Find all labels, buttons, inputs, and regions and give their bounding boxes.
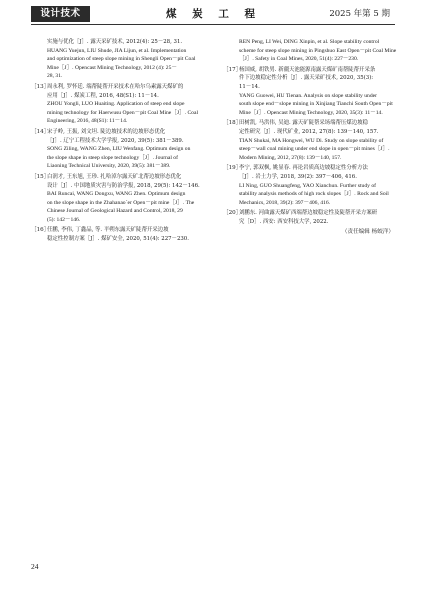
reference-line: and optimization of steep slope mining in Shengli Open－pit Coal: [47, 56, 196, 63]
reference-line: Mine［J］. Opencast Mining Technology, 2020, 35(3): 11－14.: [239, 109, 383, 116]
reference-number: ［15］: [31, 173, 50, 180]
references-left-column: [31, 38, 206, 246]
reference-line: BAI Runcai, WANG Dongxu, WANG Zhen. Optimum design: [47, 191, 186, 198]
reference-line: Liaoning Technical University, 2020, 39(5): 381－389.: [47, 163, 171, 170]
reference-line: steep－wall coal mining under end slope in open－pit mines［J］.: [239, 146, 390, 153]
reference-line: 周永利, 罗怀廷. 端帮陡帮开采技术在哈尔乌素露天煤矿的: [47, 83, 184, 90]
section-tag: 设计技术: [31, 6, 90, 22]
reference-line: 刘鹏东. 河曲露天煤矿西端帮边坡稳定性及陡帮开采方案研: [239, 210, 378, 217]
reference-line: 11－14.: [239, 83, 260, 90]
reference-entry: [31, 173, 206, 225]
reference-line: Chinese Journal of Geological Hazard and Control, 2018, 29: [47, 208, 183, 215]
reference-line: 实施与优化［J］. 露天采矿技术, 2012(4): 25－28, 31.: [47, 39, 183, 45]
reference-line: 李宁, 郭双枫, 姚显春. 再论岩质高边坡稳定性分析方法: [239, 165, 368, 172]
page-number: 24: [31, 562, 39, 571]
reference-line: mining technology for Haerwusu Open－pit Coal Mine［J］. Coal: [47, 109, 199, 116]
reference-line: ［J］. Safety in Coal Mines, 2020, 51(4): 227－230.: [239, 56, 359, 63]
reference-entry: [223, 164, 398, 207]
reference-line: 宋子岭, 王振, 刘文坦. 陡边坡技术的边坡形态优化: [47, 128, 166, 135]
reference-line: south slope end－slope mining in Xinjiang Tianchi South Open－pit: [239, 101, 393, 108]
reference-entry: [223, 66, 398, 118]
reference-line: 稳定性控制方案［J］. 煤矿安全, 2020, 51(4): 227－230.: [47, 236, 189, 243]
reference-line: SONG Ziling, WANG Zhen, LIU Wenfang. Optimum design on: [47, 146, 191, 153]
reference-entry: [31, 128, 206, 171]
reference-line: 件下边坡稳定性分析［J］. 露天采矿技术, 2020, 35(3):: [239, 75, 374, 82]
reference-line: 白润才, 王东旭, 王珍. 扎哈淖尔露天矿北帮边坡形态优化: [47, 173, 182, 180]
reference-line: (5): 142－146.: [47, 216, 81, 223]
reference-number: ［13］: [31, 83, 50, 90]
reference-line: TIAN Shukai, MA Hongwei, WU Di. Study on slope stability of: [239, 137, 384, 144]
reference-line: Modern Mining, 2012, 27(8): 139－140, 157.: [239, 154, 342, 161]
reference-line: LI Ning, GUO Shuangfeng, YAO Xianchun. Further study of: [239, 182, 376, 189]
reference-entry: [223, 209, 398, 226]
reference-line: Engineering, 2016, 48(S1): 11－14.: [47, 118, 128, 125]
reference-number: ［14］: [31, 128, 50, 135]
reference-line: 究［D］. 西安: 西安科技大学, 2022.: [239, 218, 329, 225]
reference-line: REN Peng, LI Wei, DING Xinpin, et al. Slope stability control: [239, 39, 380, 45]
reference-line: 应用［J］. 煤炭工程, 2016, 48(S1): 11－14.: [47, 92, 159, 99]
reference-line: stability analysis methods of high rock slopes［J］. Rock and Soil: [239, 191, 389, 198]
reference-line: scheme for steep slope mining in Pingshuo East Open－pit Coal Mine: [239, 47, 397, 54]
reference-entry: [223, 38, 398, 64]
references-right-column: [223, 38, 398, 237]
reference-line: ［J］. 辽宁工程技术大学学报, 2020, 39(5): 381－389.: [47, 137, 184, 144]
reference-line: ZHOU Yongli, LUO Huaiting. Application of steep end slope: [47, 101, 185, 108]
reference-line: the slope shape in steep slope technology［J］. Journal of: [47, 154, 178, 161]
reference-entry: [31, 38, 206, 81]
reference-entry: [223, 119, 398, 162]
reference-line: 设计［J］. 中国地质灾害与防治学报, 2018, 29(5): 142－146.: [47, 182, 200, 189]
reference-line: 定性研究［J］. 现代矿业, 2012, 27(8): 139－140, 157.: [239, 128, 379, 135]
reference-line: HUANG Yuejun, LIU Shude, JIA Lijun, et al. Implementation: [47, 47, 187, 54]
reference-number: ［16］: [31, 227, 50, 234]
journal-title: 煤 炭 工 程: [166, 8, 261, 20]
reference-line: 28, 31.: [47, 73, 63, 80]
reference-line: YANG Guowei, HU Tienan. Analysis on slope stability under: [239, 92, 377, 99]
reference-number: ［19］: [223, 165, 242, 172]
page-header: [0, 0, 427, 26]
editor-note: （责任编辑 杨蛟洋）: [341, 229, 394, 236]
issue-label: 2025 年第 5 期: [329, 9, 390, 19]
reference-number: ［17］: [223, 66, 242, 73]
reference-line: on the slope shape in the Zhahanao´er Open－pit mine［J］. The: [47, 199, 195, 206]
reference-line: 田树凯, 马洪伟, 吴迪. 露天矿陡帮采场端帮压煤边坡稳: [239, 120, 368, 127]
header-rule: [31, 24, 395, 25]
reference-entry: [31, 226, 206, 243]
reference-line: Mine［J］. Opencast Mining Technology, 2012 (4): 25－: [47, 64, 177, 71]
reference-entry: [31, 83, 206, 126]
reference-line: 任鹏, 李伟, 丁鑫品, 等. 平朔东露天矿陡帮开采边坡: [47, 227, 169, 234]
reference-line: 杨国威, 胡铁男. 新疆天池能源南露天煤矿南帮陡帮开采条: [239, 66, 376, 73]
reference-number: ［20］: [223, 210, 242, 217]
reference-line: Mechanics, 2018, 39(2): 397－406, 416.: [239, 199, 331, 206]
reference-line: ［J］. 岩土力学, 2018, 39(2): 397－406, 416.: [239, 173, 357, 180]
reference-number: ［18］: [223, 120, 242, 127]
